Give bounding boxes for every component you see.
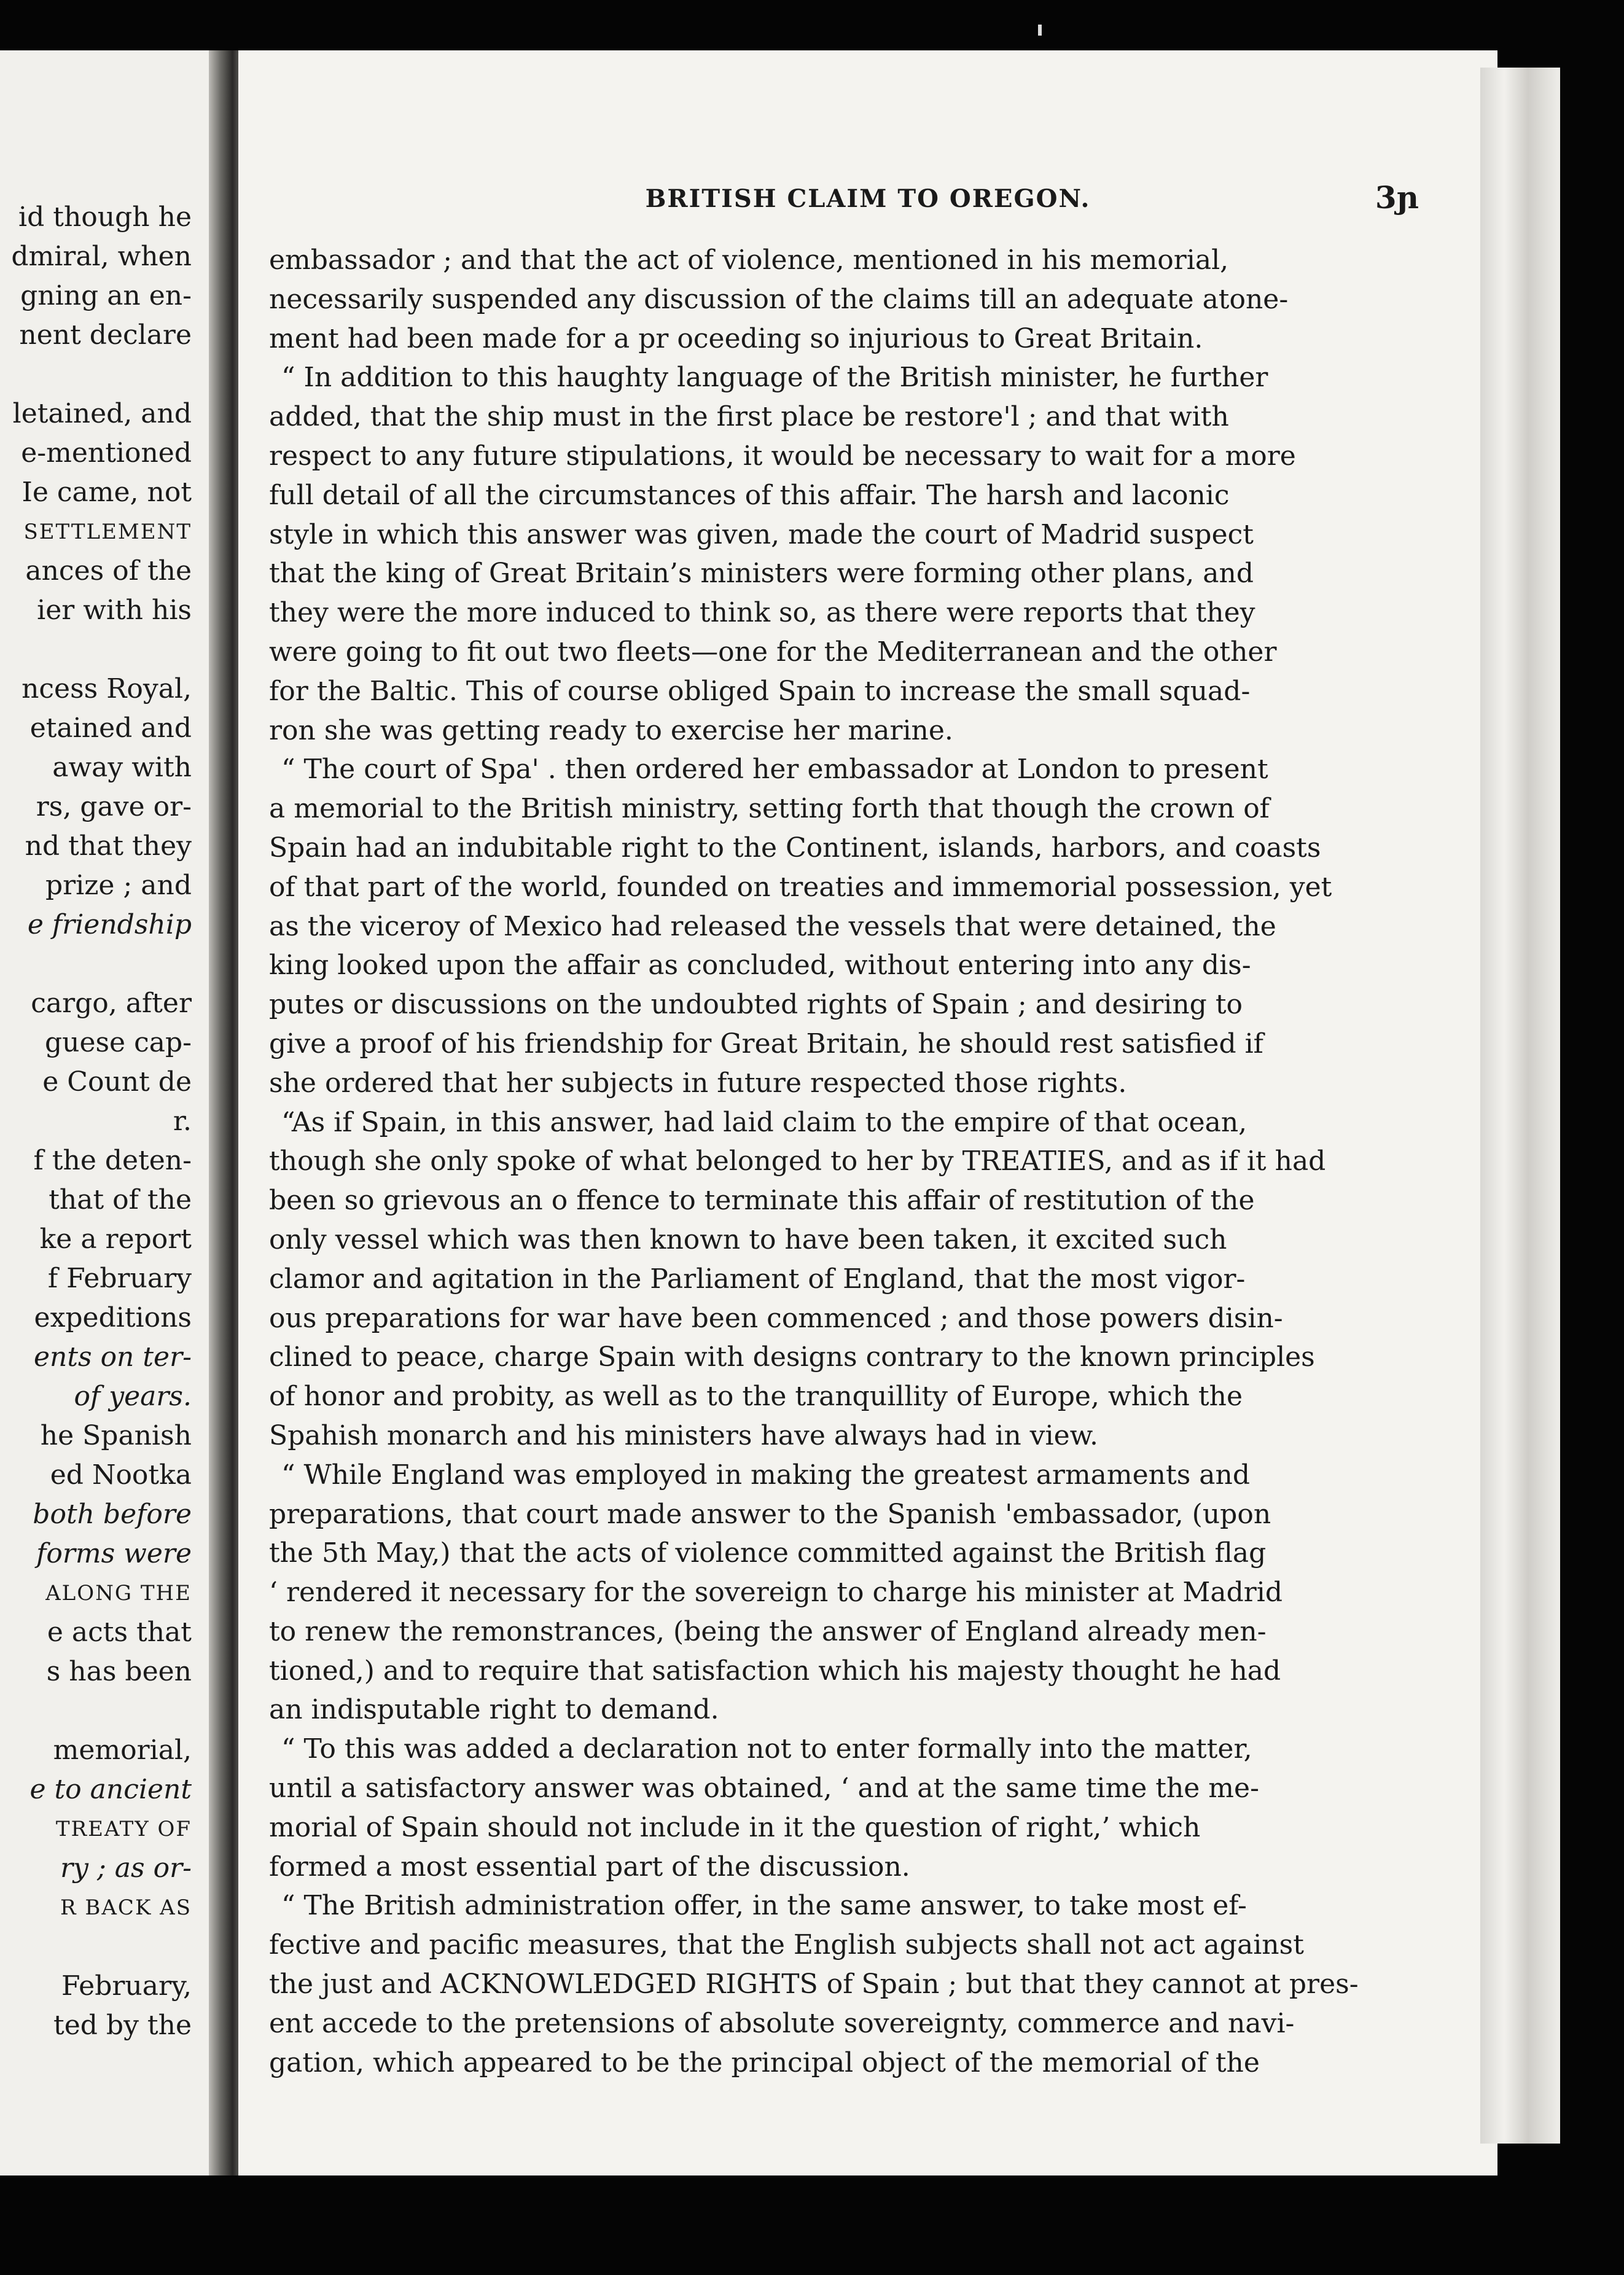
paragraph xyxy=(269,750,1344,1102)
text-line: style in which this answer was given, made the court of Madrid suspect xyxy=(269,518,1254,550)
page-edges xyxy=(1480,68,1560,2144)
left-page-line: ed Nootka xyxy=(50,1459,192,1491)
text-line: ‘ rendered it necessary for the sovereign to charge his minister at Madrid xyxy=(269,1577,1283,1609)
left-page-text xyxy=(11,198,192,2045)
text-line: of honor and probity, as well as to the tranquillity of Europe, which the xyxy=(269,1381,1243,1413)
paragraph xyxy=(269,1886,1359,2082)
text-line: “As if Spain, in this answer, had laid claim to the empire of that ocean, xyxy=(281,1106,1247,1138)
paragraph xyxy=(269,1103,1344,1456)
left-page-line: nd that they xyxy=(25,830,192,862)
left-page-line: Ie came, not xyxy=(21,477,192,508)
text-line: as the viceroy of Mexico had released the vessels that were detained, the xyxy=(269,910,1276,942)
left-page-line: expeditions xyxy=(34,1302,192,1333)
text-line: that the king of Great Britain’s ministers were forming other plans, and xyxy=(269,558,1254,590)
left-page-line: both before xyxy=(33,1499,192,1530)
left-page-line: id though he xyxy=(18,201,192,233)
left-page-line: gning an en- xyxy=(20,280,192,311)
text-line: fective and pacific measures, that the English subjects shall not act against xyxy=(269,1929,1304,1961)
paragraph xyxy=(269,1730,1344,1886)
left-page-line: SETTLEMENT xyxy=(23,520,192,544)
text-line: Spain had an indubitable right to the Continent, islands, harbors, and coasts xyxy=(269,832,1321,864)
text-line: to renew the remonstrances, (being the answer of England already men- xyxy=(269,1615,1267,1647)
text-line: give a proof of his friendship for Great Britain, he should rest satisfied if xyxy=(269,1028,1263,1059)
text-line: until a satisfactory answer was obtained, ‘ and at the same time the me- xyxy=(269,1773,1259,1805)
text-line: morial of Spain should not include in it the question of right,’ which xyxy=(269,1811,1201,1843)
text-line: ron she was getting ready to exercise her marine. xyxy=(269,714,953,746)
paragraph xyxy=(269,1456,1344,1730)
text-line: ous preparations for war have been commenced ; and those powers disin- xyxy=(269,1302,1283,1334)
text-line: she ordered that her subjects in future respected those rights. xyxy=(269,1067,1127,1099)
left-page-line: ents on ter- xyxy=(33,1341,192,1373)
left-page-line: ted by the xyxy=(53,2010,192,2041)
left-page-line: e to ancient xyxy=(29,1774,192,1805)
left-page-line xyxy=(11,355,192,394)
text-line: preparations, that court made answer to the Spanish 'embassador, (upon xyxy=(269,1498,1271,1530)
left-page-line: nent declare xyxy=(19,319,192,351)
text-line: “ The British administration offer, in the same answer, to take most ef- xyxy=(281,1890,1247,1922)
text-line: putes or discussions on the undoubted rights of Spain ; and desiring to xyxy=(269,989,1243,1021)
text-line: only vessel which was then known to have been taken, it excited such xyxy=(269,1223,1227,1255)
left-page-line: cargo, after xyxy=(31,988,192,1019)
left-page-line: ier with his xyxy=(37,595,192,626)
text-line: “ To this was added a declaration not to enter formally into the matter, xyxy=(281,1733,1252,1765)
text-line: a memorial to the British ministry, setting forth that though the crown of xyxy=(269,793,1270,825)
running-head: BRITISH CLAIM TO OREGON. xyxy=(645,184,1091,213)
text-line: were going to fit out two fleets—one for the Mediterranean and the other xyxy=(269,636,1277,668)
left-page-line: f February xyxy=(47,1263,192,1294)
body-text xyxy=(269,241,1359,2082)
text-line: necessarily suspended any discussion of the claims till an adequate atone- xyxy=(269,283,1289,315)
right-page xyxy=(238,50,1497,2175)
left-page-line: letained, and xyxy=(12,398,192,429)
text-line: formed a most essential part of the discussion. xyxy=(269,1851,910,1883)
text-line: they were the more induced to think so, as there were reports that they xyxy=(269,597,1255,629)
left-page-line: ances of the xyxy=(25,555,192,587)
book-gutter xyxy=(209,50,238,2175)
text-line: “ In addition to this haughty language of the British minister, he further xyxy=(281,362,1268,394)
page-number: 3ɲ xyxy=(1375,179,1419,216)
left-page-line: s has been xyxy=(46,1656,192,1687)
left-page-line: away with xyxy=(52,752,192,783)
left-page-line: February, xyxy=(61,1970,192,2002)
scan-mark xyxy=(1038,25,1042,36)
text-line: gation, which appeared to be the principal object of the memorial of the xyxy=(269,2047,1260,2078)
left-page-fragment xyxy=(0,50,209,2175)
text-line: the just and ACKNOWLEDGED RIGHTS of Spain ; but that they cannot at pres- xyxy=(269,1969,1359,2000)
text-line: Spahish monarch and his ministers have always had in view. xyxy=(269,1419,1099,1451)
text-line: of that part of the world, founded on treaties and immemorial possession, yet xyxy=(269,871,1332,903)
left-page-line: guese cap- xyxy=(44,1027,192,1058)
text-line: clamor and agitation in the Parliament of England, that the most vigor- xyxy=(269,1263,1246,1295)
left-page-line: that of the xyxy=(49,1184,192,1216)
left-page-line xyxy=(11,630,192,669)
left-page-line: e Count de xyxy=(42,1066,192,1098)
text-line: for the Baltic. This of course obliged Spain to increase the small squad- xyxy=(269,675,1251,707)
left-page-line: rs, gave or- xyxy=(36,791,192,822)
left-page-line: R BACK AS xyxy=(60,1895,192,1920)
paragraph xyxy=(269,358,1344,750)
text-line: king looked upon the affair as concluded, without entering into any dis- xyxy=(269,950,1251,981)
left-page-line: e friendship xyxy=(27,909,192,940)
left-page-line: he Spanish xyxy=(40,1420,192,1451)
left-page-line: memorial, xyxy=(53,1735,192,1766)
paragraph xyxy=(269,241,1344,358)
text-line: ent accede to the pretensions of absolute sovereignty, commerce and navi- xyxy=(269,2007,1295,2039)
text-line: an indisputable right to demand. xyxy=(269,1694,719,1726)
left-page-line: e acts that xyxy=(47,1617,192,1648)
left-page-line: r. xyxy=(173,1106,192,1137)
left-page-line: dmiral, when xyxy=(11,241,192,272)
left-page-line xyxy=(11,1692,192,1731)
left-page-line: etained and xyxy=(29,712,192,744)
text-line: “ The court of Spa' . then ordered her embassador at London to present xyxy=(281,754,1268,786)
left-page-line: prize ; and xyxy=(45,870,192,901)
left-page-line: TREATY OF xyxy=(55,1817,192,1841)
left-page-line xyxy=(11,1927,192,1967)
left-page-line: e-mentioned xyxy=(21,437,192,469)
text-line: “ While England was employed in making the greatest armaments and xyxy=(281,1459,1250,1491)
left-page-line: ke a report xyxy=(39,1223,192,1255)
left-page-line: ALONG THE xyxy=(45,1581,192,1606)
text-line: been so grievous an o ffence to terminate this affair of restitution of the xyxy=(269,1185,1255,1217)
text-line: respect to any future stipulations, it would be necessary to wait for a more xyxy=(269,440,1296,472)
text-line: tioned,) and to require that satisfaction which his majesty thought he had xyxy=(269,1655,1281,1687)
text-line: added, that the ship must in the first place be restore'l ; and that with xyxy=(269,401,1229,433)
text-line: embassador ; and that the act of violence, mentioned in his memorial, xyxy=(269,244,1229,276)
text-line: full detail of all the circumstances of this affair. The harsh and laconic xyxy=(269,479,1230,511)
text-line: though she only spoke of what belonged to her by TREATIES, and as if it had xyxy=(269,1145,1326,1177)
left-page-line: of years. xyxy=(74,1381,192,1412)
left-page-line xyxy=(11,945,192,984)
left-page-line: ncess Royal, xyxy=(21,673,192,704)
text-line: the 5th May,) that the acts of violence committed against the British flag xyxy=(269,1537,1267,1569)
text-line: clined to peace, charge Spain with designs contrary to the known principles xyxy=(269,1341,1315,1373)
left-page-line: ry ; as or- xyxy=(60,1852,192,1884)
left-page-line: forms were xyxy=(36,1538,192,1569)
text-line: ment had been made for a pr oceeding so injurious to Great Britain. xyxy=(269,322,1203,354)
left-page-line: f the deten- xyxy=(33,1145,192,1176)
